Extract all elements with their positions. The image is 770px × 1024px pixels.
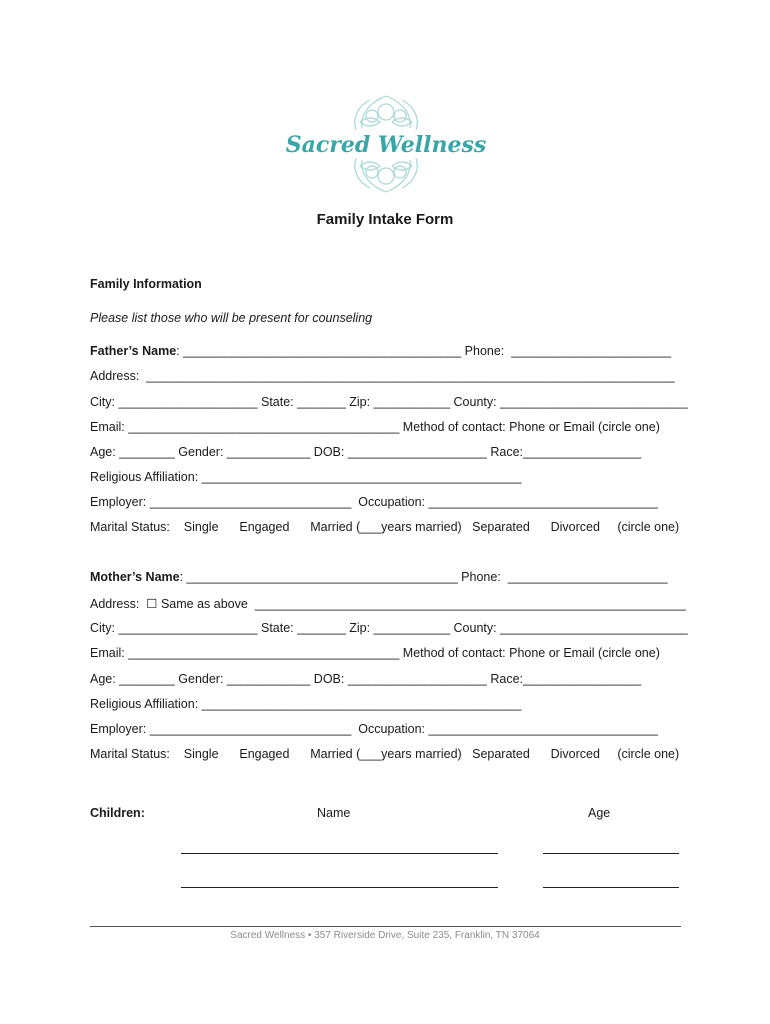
mother-name-label: Mother’s Name bbox=[90, 570, 180, 584]
child-age-line-2[interactable] bbox=[543, 887, 679, 888]
mother-marital-status[interactable]: Marital Status: Single Engaged Married (___years married) Separated Divorced (circle one) bbox=[90, 747, 680, 761]
mother-name-row[interactable] bbox=[90, 570, 668, 584]
father-city-field[interactable]: City: ____________________ State: _______ Zip: ___________ County: ___________________________ bbox=[90, 395, 688, 409]
children-age-header: Age bbox=[588, 806, 611, 820]
mother-age-field[interactable]: Age: ________ Gender: ____________ DOB: ____________________ Race:_________________ bbox=[90, 672, 642, 686]
children-name-header: Name bbox=[317, 806, 351, 820]
father-name-row[interactable] bbox=[90, 344, 671, 358]
father-address-field[interactable]: Address: ____________________________________________________________________________ bbox=[90, 369, 675, 383]
mother-city-field[interactable]: City: ____________________ State: _______ Zip: ___________ County: ___________________________ bbox=[90, 621, 688, 635]
children-label: Children: bbox=[90, 806, 145, 820]
mother-name-field[interactable]: : _______________________________________ Phone: _______________________ bbox=[179, 570, 668, 584]
form-title: Family Intake Form bbox=[316, 211, 454, 228]
footer-address: Sacred Wellness • 357 Riverside Drive, Suite 235, Franklin, TN 37064 bbox=[230, 930, 540, 941]
child-age-line-1[interactable] bbox=[543, 853, 679, 854]
instruction-text: Please list those who will be present for counseling bbox=[90, 311, 373, 325]
child-name-line-1[interactable] bbox=[181, 853, 498, 854]
footer-divider bbox=[90, 926, 681, 927]
child-name-line-2[interactable] bbox=[181, 887, 498, 888]
father-email-field[interactable]: Email: _______________________________________ Method of contact: Phone or Email (circle one) bbox=[90, 420, 660, 434]
mother-address-field[interactable]: Address: ☐ Same as above ______________________________________________________________ bbox=[90, 597, 686, 611]
logo-text: Sacred Wellness bbox=[285, 132, 487, 158]
mother-employer-field[interactable]: Employer: _____________________________ Occupation: _________________________________ bbox=[90, 722, 658, 736]
mother-email-field[interactable]: Email: _______________________________________ Method of contact: Phone or Email (circle one) bbox=[90, 646, 660, 660]
father-religion-field[interactable]: Religious Affiliation: ______________________________________________ bbox=[90, 470, 522, 484]
father-age-field[interactable]: Age: ________ Gender: ____________ DOB: ____________________ Race:_________________ bbox=[90, 445, 642, 459]
father-name-field[interactable]: : ________________________________________ Phone: _______________________ bbox=[176, 344, 672, 358]
sacred-wellness-logo bbox=[285, 92, 487, 196]
mother-religion-field[interactable]: Religious Affiliation: ______________________________________________ bbox=[90, 697, 522, 711]
section-heading: Family Information bbox=[90, 277, 202, 291]
father-marital-status[interactable]: Marital Status: Single Engaged Married (___years married) Separated Divorced (circle one) bbox=[90, 520, 680, 534]
father-employer-field[interactable]: Employer: _____________________________ Occupation: _________________________________ bbox=[90, 495, 658, 509]
father-name-label: Father’s Name bbox=[90, 344, 177, 358]
